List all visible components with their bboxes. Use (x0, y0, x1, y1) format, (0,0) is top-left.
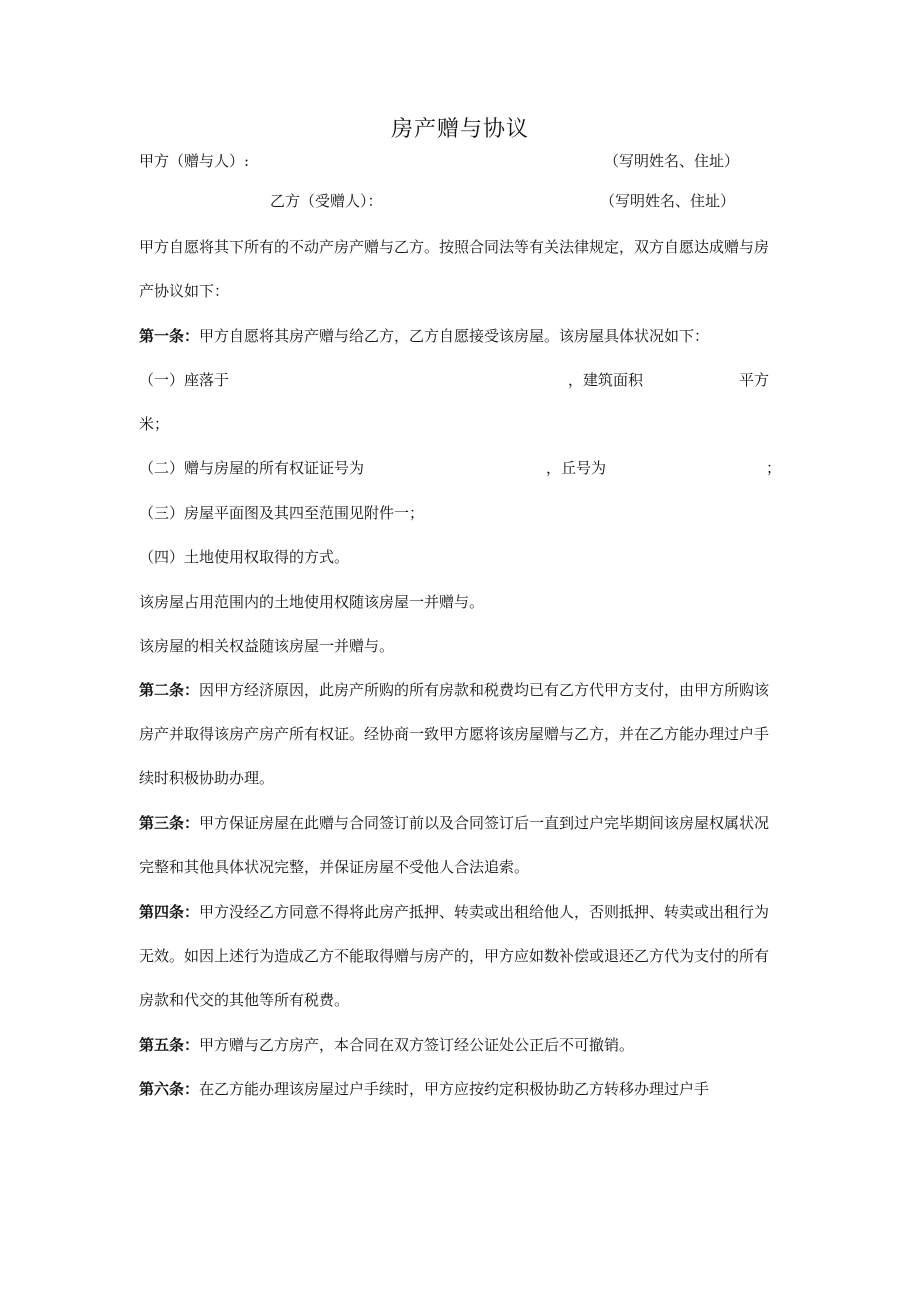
article-2-line-2: 房产并取得该房产房产所有权证。经协商一致甲方愿将该房屋赠与乙方，并在乙方能办理过户手 (139, 725, 770, 743)
article-6-text: 在乙方能办理该房屋过户手续时，甲方应按约定积极协助乙方转移办理过户手 (199, 1080, 710, 1098)
intro-line-2: 产协议如下： (139, 282, 230, 300)
item-2-mid: ，丘号为 (546, 459, 607, 477)
item-3: （三）房屋平面图及其四至范围见附件一； (139, 504, 425, 522)
item-4: （四）土地使用权取得的方式。 (139, 548, 350, 566)
item-2-prefix: （二）赠与房屋的所有权证证号为 (139, 459, 365, 477)
item-1-suffix: 平方 (739, 371, 770, 389)
article-5-label: 第五条： (139, 1036, 200, 1054)
intro-line-1: 甲方自愿将其下所有的不动产房产赠与乙方。按照合同法等有关法律规定，双方自愿达成赠与房 (139, 238, 770, 256)
party-b-hint: （写明姓名、住址） (600, 192, 736, 210)
article-1-text: 甲方自愿将其房产赠与给乙方，乙方自愿接受该房屋。该房屋具体状况如下： (199, 327, 710, 345)
article-4-label: 第四条： (139, 903, 200, 921)
article-5-text: 甲方赠与乙方房产，本合同在双方签订经公证处公正后不可撤销。 (199, 1036, 635, 1054)
item-1-prefix: （一）座落于 (139, 371, 230, 389)
article-3-label: 第三条： (139, 814, 200, 832)
article-2-label: 第二条： (139, 681, 200, 699)
document-title: 房产赠与协议 (390, 117, 529, 142)
article-4-line-2: 无效。如因上述行为造成乙方不能取得赠与房产的，甲方应如数补偿或退还乙方代为支付的所有 (139, 947, 770, 965)
article-3-text-1: 甲方保证房屋在此赠与合同签订前以及合同签订后一直到过户完毕期间该房屋权属状况 (199, 814, 770, 832)
article-4-line-3: 房款和代交的其他等所有税费。 (139, 991, 350, 1009)
article-3-line-2: 完整和其他具体状况完整，并保证房屋不受他人合法追索。 (139, 858, 530, 876)
article-1 (139, 325, 709, 347)
article-2-line-3: 续时积极协助办理。 (139, 769, 275, 787)
article-2-text-1: 因甲方经济原因，此房产所购的所有房款和税费均已有乙方代甲方支付，由甲方所购该 (199, 681, 770, 699)
rights-line: 该房屋的相关权益随该房屋一并赠与。 (139, 637, 395, 655)
party-b-label: 乙方（受赠人）： (270, 192, 383, 210)
article-3-line-1 (139, 812, 769, 834)
party-a-label: 甲方（赠与人）: (139, 152, 250, 170)
item-1-wrap: 米； (139, 415, 170, 433)
item-1-mid: ，建筑面积 (568, 371, 644, 389)
party-a-hint: （写明姓名、住址） (604, 152, 740, 170)
land-use-line: 该房屋占用范围内的土地使用权随该房屋一并赠与。 (139, 593, 485, 611)
article-4-line-1 (139, 901, 769, 923)
article-2-line-1 (139, 679, 769, 701)
article-6 (139, 1078, 709, 1100)
article-4-text-1: 甲方没经乙方同意不得将此房产抵押、转卖或出租给他人，否则抵押、转卖或出租行为 (199, 903, 770, 921)
item-2-suffix: ； (766, 459, 782, 477)
article-5 (139, 1034, 634, 1056)
article-6-label: 第六条： (139, 1080, 200, 1098)
article-1-label: 第一条： (139, 327, 200, 345)
